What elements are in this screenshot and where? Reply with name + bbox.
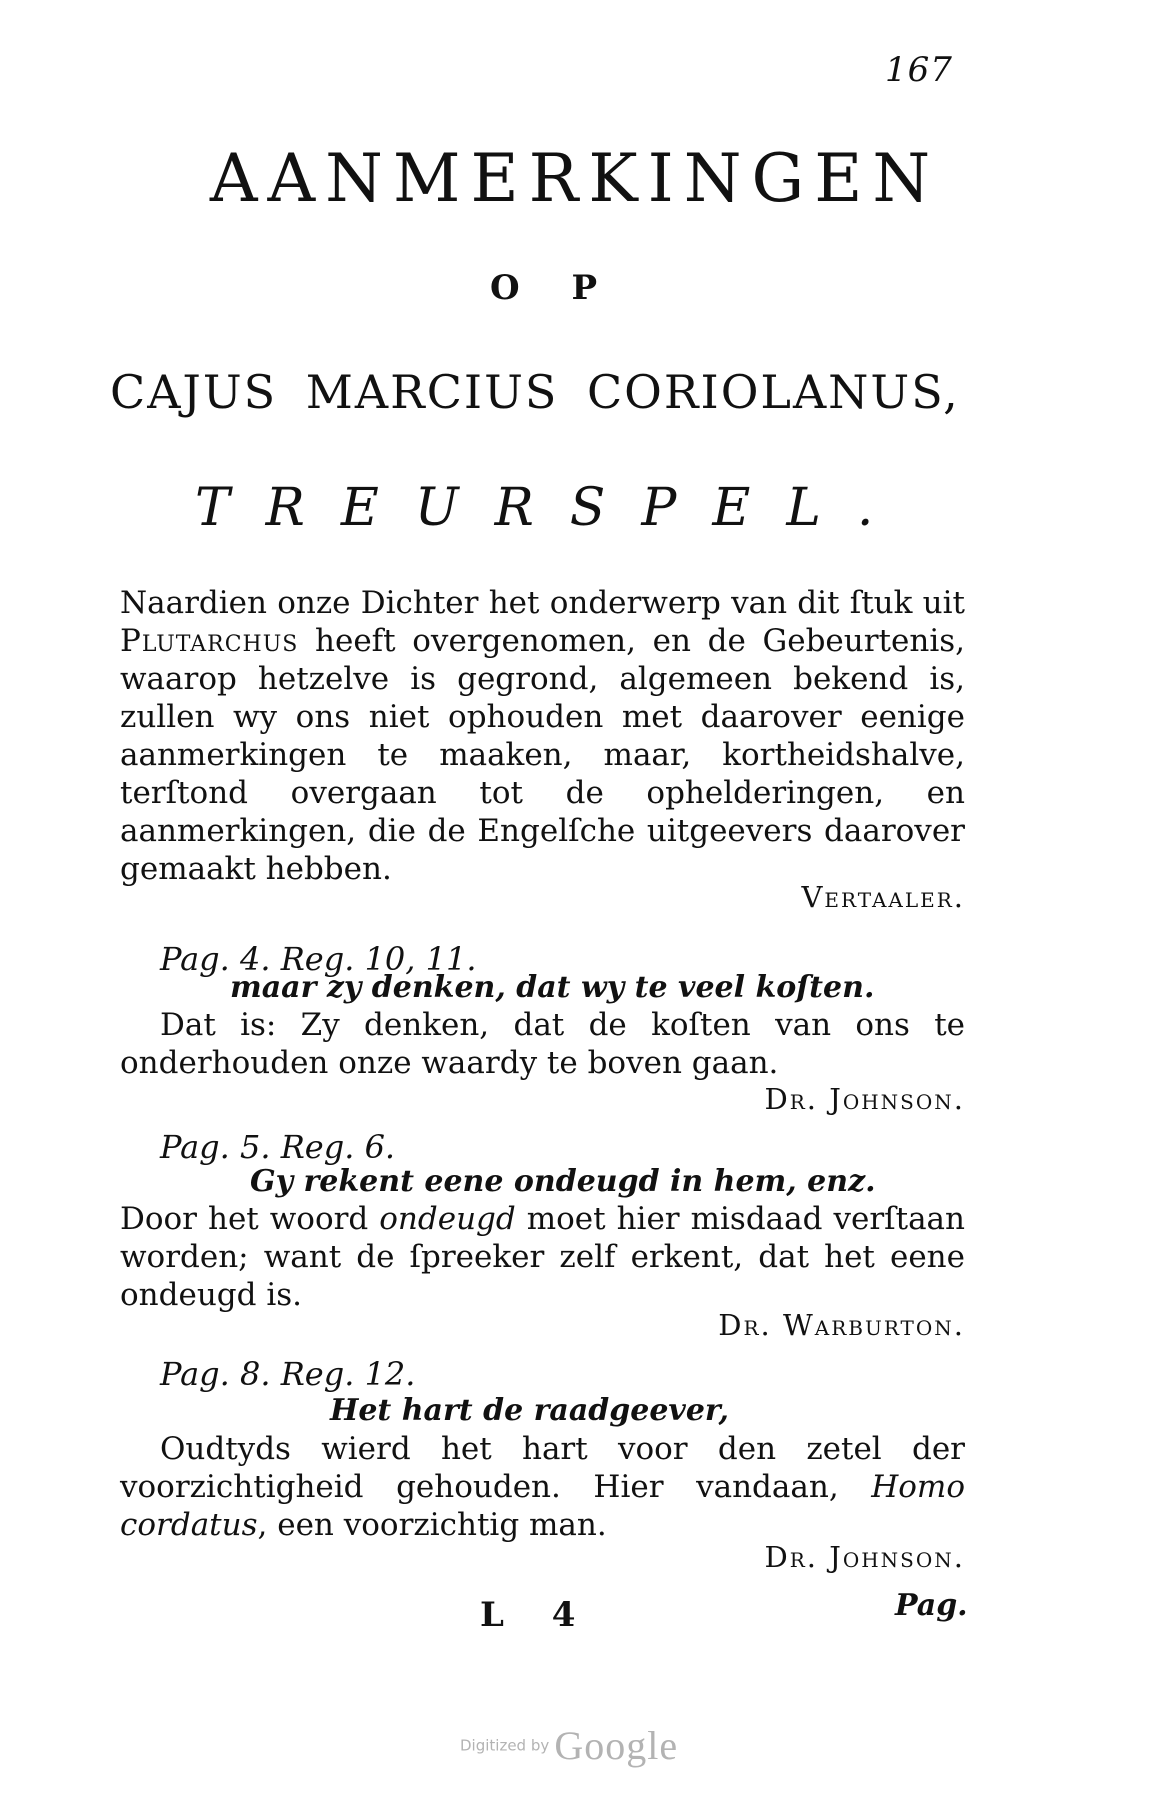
note-3-quote: Het hart de raadgeever, bbox=[330, 1393, 729, 1428]
page-title: AANMERKINGEN bbox=[209, 140, 941, 217]
page-number: 167 bbox=[885, 50, 953, 90]
intro-paragraph bbox=[120, 584, 965, 888]
note-1-reference: Pag. 4. Reg. 10, 11. bbox=[160, 940, 477, 978]
note-1-signature: Dr. Johnson. bbox=[764, 1082, 965, 1116]
note-1-text: Dat is: Zy denken, dat de koſten van ons te onderhouden onze waardy te boven gaan. bbox=[120, 1007, 965, 1081]
note-3-reference: Pag. 8. Reg. 12. bbox=[160, 1355, 416, 1393]
note-2-text-em: ondeugd bbox=[379, 1201, 516, 1237]
note-2-signature: Dr. Warburton. bbox=[718, 1308, 965, 1342]
google-logo: Google bbox=[554, 1723, 679, 1768]
note-3-body bbox=[120, 1430, 965, 1544]
note-2-text-1: Door het woord bbox=[120, 1201, 380, 1237]
genre-heading: TREURSPEL. bbox=[195, 478, 910, 538]
note-2-text-2: moet hier misdaad verſtaan worden; want de ſpreeker zelf erkent, dat het eene ondeugd is. bbox=[120, 1201, 966, 1313]
intro-plutarch: Plutarchus bbox=[120, 623, 299, 659]
catchword: Pag. bbox=[895, 1588, 968, 1623]
note-3-signature: Dr. Johnson. bbox=[764, 1540, 965, 1574]
digitized-watermark bbox=[460, 1722, 678, 1769]
play-title: CAJUS MARCIUS CORIOLANUS, bbox=[110, 365, 960, 419]
note-2-body bbox=[120, 1200, 965, 1314]
watermark-small-text: Digitized by bbox=[460, 1736, 550, 1755]
subtitle: O P bbox=[490, 268, 618, 308]
signature-mark: L 4 bbox=[480, 1595, 594, 1635]
note-3-text-2: , een voorzichtig man. bbox=[257, 1507, 607, 1543]
intro-text-1: Naardien onze Dichter het onderwerp van dit ſtuk uit bbox=[120, 585, 965, 621]
note-1-quote: maar zy denken, dat wy te veel koſten. bbox=[230, 970, 875, 1005]
intro-text-2: heeft overgenomen, en de Gebeurtenis, waarop hetzelve is gegrond, algemeen bekend is, zullen wy ons niet ophouden met daarover eenige aanmerkingen te maaken, maar, kortheidshalve, terſtond overgaan tot de ophelderingen, en aanmerkingen, die de Engelſche uitgeevers daarover gemaakt hebben. bbox=[120, 623, 965, 887]
intro-signature: Vertaaler. bbox=[801, 880, 965, 914]
note-2-quote: Gy rekent eene ondeugd in hem, enz. bbox=[250, 1164, 876, 1199]
note-2-reference: Pag. 5. Reg. 6. bbox=[160, 1128, 396, 1166]
note-3-text-1: Oudtyds wierd het hart voor den zetel der voorzichtigheid gehouden. Hier vandaan, bbox=[120, 1431, 965, 1505]
note-3-text-em: Homo cordatus bbox=[120, 1469, 965, 1543]
note-1-body bbox=[120, 1006, 965, 1082]
